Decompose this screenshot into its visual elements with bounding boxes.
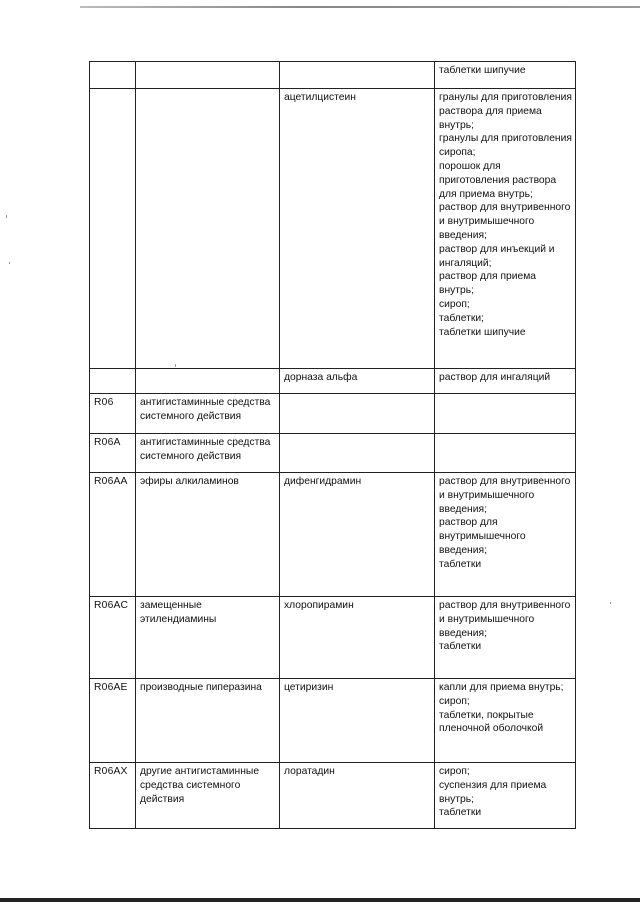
group-name: эфиры алкиламинов xyxy=(136,473,280,597)
dosage-form: сироп; xyxy=(439,298,470,310)
scan-speck xyxy=(6,215,7,218)
atc-code xyxy=(90,369,136,394)
drug-name: лоратадин xyxy=(280,763,435,829)
table-row xyxy=(90,763,576,829)
dosage-form: гранулы для приготовления раствора для приема внутрь; xyxy=(439,92,572,131)
dosage-form: таблетки xyxy=(439,641,482,653)
dosage-form: таблетки шипучие xyxy=(439,326,526,338)
dosage-form: раствор для внутримышечного введения; xyxy=(439,517,526,556)
table-row xyxy=(90,473,576,597)
dosage-forms xyxy=(435,89,576,369)
table-row xyxy=(90,597,576,679)
drug-name: ацетилцистеин xyxy=(280,89,435,369)
dosage-form: таблетки; xyxy=(439,312,484,324)
dosage-form: таблетки xyxy=(439,807,482,819)
dosage-form: раствор для внутривенного и внутримышечного введения; xyxy=(439,600,571,639)
drug-name: хлоропирамин xyxy=(280,597,435,679)
atc-code: R06 xyxy=(90,394,136,434)
group-name: производные пиперазина xyxy=(136,679,280,763)
dosage-form: порошок для приготовления раствора для приема внутрь; xyxy=(439,160,557,200)
dosage-forms xyxy=(435,434,576,473)
dosage-forms xyxy=(435,394,576,434)
dosage-forms xyxy=(435,679,576,763)
dosage-form: раствор для ингаляций xyxy=(439,372,551,383)
dosage-form: раствор для внутривенного и внутримышечного введения; xyxy=(439,476,571,515)
dosage-forms xyxy=(435,62,576,89)
dosage-form: раствор для внутривенного и внутримышечного введения; xyxy=(439,202,571,241)
scan-speck xyxy=(9,262,10,264)
scan-speck xyxy=(610,602,611,604)
dosage-form: гранулы для приготовления сиропа; xyxy=(439,133,572,159)
dosage-forms xyxy=(435,597,576,679)
drug-table xyxy=(89,61,576,829)
dosage-forms xyxy=(435,763,576,829)
group-name xyxy=(136,62,280,89)
table-row xyxy=(90,434,576,473)
drug-name xyxy=(280,434,435,473)
atc-code: R06A xyxy=(90,434,136,473)
dosage-form: капли для приема внутрь; xyxy=(439,682,564,693)
table-row xyxy=(90,369,576,394)
atc-code: R06AA xyxy=(90,473,136,597)
drug-name: цетиризин xyxy=(280,679,435,763)
dosage-form: таблетки, покрытые пленочной оболочкой xyxy=(439,709,544,735)
table-row xyxy=(90,394,576,434)
dosage-form: раствор для приема внутрь; xyxy=(439,271,537,297)
table-row xyxy=(90,89,576,369)
dosage-form: суспензия для приема внутрь; xyxy=(439,779,547,805)
group-name xyxy=(136,369,280,394)
table-row xyxy=(90,679,576,763)
group-name xyxy=(136,89,280,369)
group-name: антигистаминные средства системного действия xyxy=(136,434,280,473)
dosage-form: раствор для инъекций и ингаляций; xyxy=(439,243,555,269)
dosage-form: сироп; xyxy=(439,695,470,707)
scan-edge-top xyxy=(80,6,640,8)
drug-name xyxy=(280,394,435,434)
dosage-form: сироп; xyxy=(439,766,470,777)
drug-name: дорназа альфа xyxy=(280,369,435,394)
group-name: антигистаминные средства системного действия xyxy=(136,394,280,434)
scan-edge-bottom xyxy=(0,898,640,902)
drug-name xyxy=(280,62,435,89)
dosage-form: таблетки xyxy=(439,558,482,570)
atc-code xyxy=(90,89,136,369)
table-row xyxy=(90,62,576,89)
group-name: другие антигистаминные средства системного действия xyxy=(136,763,280,829)
dosage-forms xyxy=(435,369,576,394)
group-name: замещенные этилендиамины xyxy=(136,597,280,679)
atc-code: R06AX xyxy=(90,763,136,829)
dosage-forms xyxy=(435,473,576,597)
atc-code xyxy=(90,62,136,89)
drug-name: дифенгидрамин xyxy=(280,473,435,597)
atc-code: R06AC xyxy=(90,597,136,679)
dosage-form: таблетки шипучие xyxy=(439,65,526,76)
atc-code: R06AE xyxy=(90,679,136,763)
